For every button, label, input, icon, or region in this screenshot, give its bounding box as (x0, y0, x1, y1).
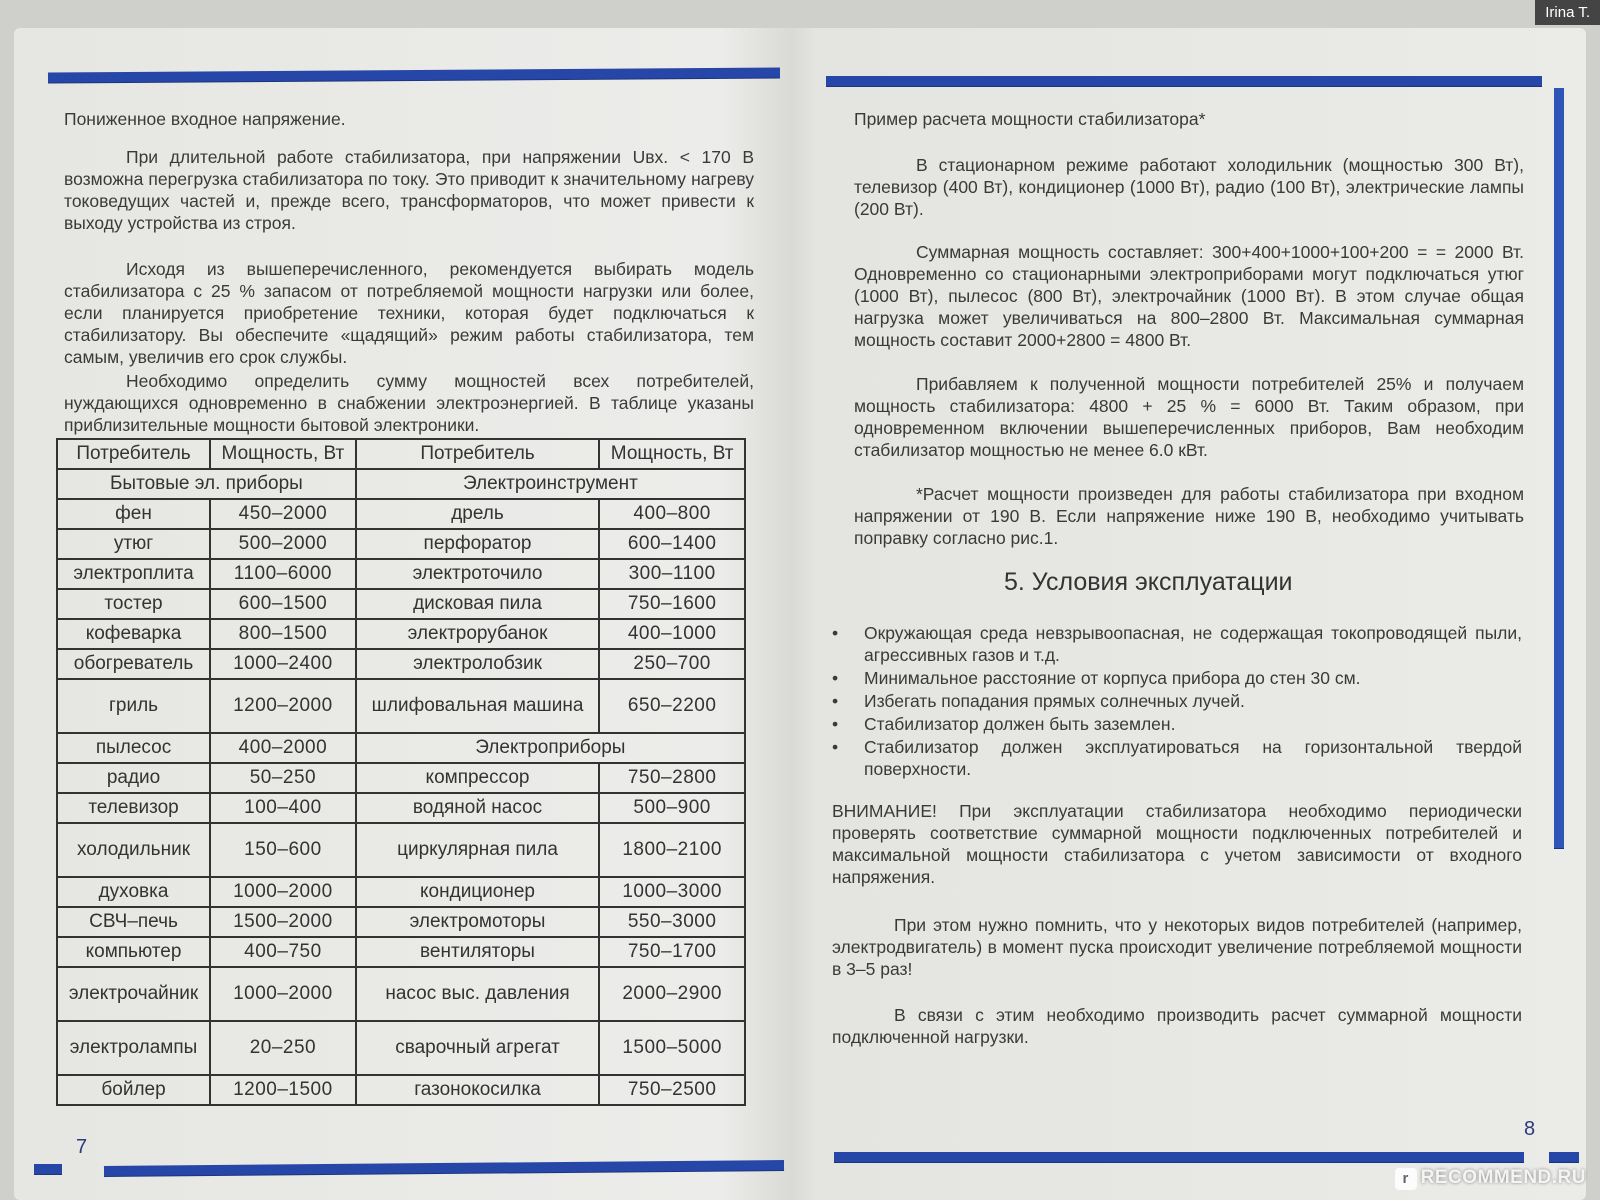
conditions-list (832, 622, 1522, 781)
power-cell: 450–2000 (210, 499, 356, 529)
table-row (57, 679, 745, 733)
table-row (57, 559, 745, 589)
consumer-cell: дисковая пила (356, 589, 600, 619)
consumer-cell: сварочный агрегат (356, 1021, 600, 1075)
table-row (57, 529, 745, 559)
header-cell: Потребитель (356, 439, 600, 469)
warning-paragraph: ВНИМАНИЕ! При эксплуатации стабилизатора необходимо периодически проверять соответствие суммарной мощности подключенных потребителей и максимальной мощности стабилизатора с учетом зависимости от входного напряжения. (832, 801, 1522, 887)
table-row (57, 763, 745, 793)
site-watermark (1395, 1167, 1586, 1190)
consumer-cell: телевизор (57, 793, 210, 823)
paragraph-startup: При этом нужно помнить, что у некоторых видов потребителей (например, электродвигатель) в момент пуска происходит увеличение потребляемой мощности в 3–5 раз! (832, 915, 1522, 979)
group-power-tools: Электроинструмент (356, 469, 745, 499)
consumer-cell: кофеварка (57, 619, 210, 649)
power-cell: 1100–6000 (210, 559, 356, 589)
power-cell: 150–600 (210, 823, 356, 877)
header-cell: Мощность, Вт (599, 439, 745, 469)
paragraph-calculation: В связи с этим необходимо производить расчет суммарной мощности подключенной нагрузки. (832, 1005, 1522, 1047)
group-devices: Электроприборы (356, 733, 745, 763)
power-cell: 1200–1500 (210, 1075, 356, 1105)
consumer-cell: фен (57, 499, 210, 529)
table-row (57, 733, 745, 763)
recommend-logo-icon: r (1395, 1168, 1417, 1190)
consumer-cell: обогреватель (57, 649, 210, 679)
power-cell: 600–1400 (599, 529, 745, 559)
power-cell: 1000–2400 (210, 649, 356, 679)
power-cell: 2000–2900 (599, 967, 745, 1021)
consumer-cell: бойлер (57, 1075, 210, 1105)
list-item: • Избегать попадания прямых солнечных лучей. (832, 690, 1522, 712)
power-cell: 1500–2000 (210, 907, 356, 937)
bottom-rule (104, 1160, 784, 1176)
consumer-cell: гриль (57, 679, 210, 733)
consumer-cell: электромоторы (356, 907, 600, 937)
table-row (57, 1021, 745, 1075)
top-rule (826, 76, 1542, 86)
section-title: 5. Условия эксплуатации (1004, 568, 1293, 596)
consumer-cell: насос выс. давления (356, 967, 600, 1021)
table-group-row (57, 469, 745, 499)
power-cell: 600–1500 (210, 589, 356, 619)
power-cell: 300–1100 (599, 559, 745, 589)
consumer-cell: утюг (57, 529, 210, 559)
power-cell: 1000–2000 (210, 877, 356, 907)
table-row (57, 823, 745, 877)
power-cell: 550–3000 (599, 907, 745, 937)
consumer-cell: тостер (57, 589, 210, 619)
list-item: • Стабилизатор должен эксплуатироваться на горизонтальной твердой поверхности. (832, 736, 1522, 780)
power-cell: 750–2500 (599, 1075, 745, 1105)
group-household: Бытовые эл. приборы (57, 469, 356, 499)
consumer-cell: шлифовальная машина (356, 679, 600, 733)
watermark-text: RECOMMEND.RU (1420, 1167, 1586, 1188)
power-cell: 750–2800 (599, 763, 745, 793)
power-cell: 500–900 (599, 793, 745, 823)
table-row (57, 1075, 745, 1105)
consumer-cell: электролобзик (356, 649, 600, 679)
power-cell: 750–1700 (599, 937, 745, 967)
table-row (57, 649, 745, 679)
power-cell: 1000–2000 (210, 967, 356, 1021)
power-cell: 650–2200 (599, 679, 745, 733)
power-cell: 500–2000 (210, 529, 356, 559)
consumer-cell: электроточило (356, 559, 600, 589)
header-cell: Мощность, Вт (210, 439, 356, 469)
author-label: Irina T. (1535, 0, 1600, 25)
paragraph-overload: При длительной работе стабилизатора, при напряжении Uвх. < 170 В возможна перегрузка стабилизатора по току. Это приводит к значительному нагреву токоведущих частей и, прежде всего, трансформаторов, что может привести к выходу устройства из строя. (64, 147, 754, 233)
power-cell: 400–800 (599, 499, 745, 529)
paragraph-margin: Прибавляем к полученной мощности потребителей 25% и получаем мощность стабилизатора: 4800 + 25 % = 6000 Вт. Таким образом, при одновременном включении вышеперечисленных приборов, Вам необходим стабилизатор мощностью не менее 6.0 кВт. (854, 374, 1524, 460)
top-rule (48, 67, 780, 82)
consumer-cell: холодильник (57, 823, 210, 877)
power-cell: 1000–3000 (599, 877, 745, 907)
bottom-rule-mark (34, 1164, 62, 1174)
consumer-cell: компрессор (356, 763, 600, 793)
page-number: 8 (1524, 1118, 1536, 1140)
list-item: • Окружающая среда невзрывоопасная, не содержащая токопроводящей пыли, агрессивных газов и т.д. (832, 622, 1522, 666)
paragraph-recommendation: Исходя из вышеперечисленного, рекомендуется выбирать модель стабилизатора с 25 % запасом от потребляемой мощности нагрузки или более, если планируется приобретение техники, которая будет подключаться к стабилизатору. Вы обеспечите «щадящий» режим работы стабилизатора, тем самым, увеличив его срок службы. (64, 259, 754, 367)
bottom-rule (834, 1152, 1524, 1162)
power-cell: 20–250 (210, 1021, 356, 1075)
consumer-cell: электрочайник (57, 967, 210, 1021)
paragraph-stationary: В стационарном режиме работают холодильник (мощностью 300 Вт), телевизор (400 Вт), кондиционер (1000 Вт), радио (100 Вт), электрические лампы (200 Вт). (854, 155, 1524, 219)
consumer-cell: перфоратор (356, 529, 600, 559)
bottom-rule-mark (1549, 1152, 1579, 1162)
consumer-cell: радио (57, 763, 210, 793)
power-table (56, 438, 746, 1106)
power-cell: 400–750 (210, 937, 356, 967)
power-cell: 100–400 (210, 793, 356, 823)
table-row (57, 619, 745, 649)
consumer-cell: пылесос (57, 733, 210, 763)
brochure-spread (14, 28, 1586, 1200)
power-cell: 50–250 (210, 763, 356, 793)
left-page (14, 28, 794, 1200)
table-row (57, 967, 745, 1021)
consumer-cell: СВЧ–печь (57, 907, 210, 937)
paragraph-total: Суммарная мощность составляет: 300+400+1000+100+200 = = 2000 Вт. Одновременно со стационарными электроприборами могут подключаться утюг (1000 Вт), пылесос (800 Вт), электрочайник (1000 Вт). В этом случае общая нагрузка может увеличиваться на 800–2800 Вт. Максимальная суммарная мощность составит 2000+2800 = 4800 Вт. (854, 242, 1524, 350)
power-cell: 250–700 (599, 649, 745, 679)
table-row (57, 877, 745, 907)
paragraph-power-sum: Необходимо определить сумму мощностей всех потребителей, нуждающихся одновременно в снабжении электроэнергией. В таблице указаны приблизительные мощности бытовой электроники. (64, 371, 754, 435)
table-row (57, 907, 745, 937)
side-rule (1554, 88, 1564, 848)
table-header-row (57, 439, 745, 469)
consumer-cell: электроплита (57, 559, 210, 589)
header-cell: Потребитель (57, 439, 210, 469)
table-row (57, 589, 745, 619)
consumer-cell: дрель (356, 499, 600, 529)
consumer-cell: водяной насос (356, 793, 600, 823)
example-title: Пример расчета мощности стабилизатора* (854, 109, 1206, 129)
power-cell: 1500–5000 (599, 1021, 745, 1075)
table-row (57, 937, 745, 967)
power-cell: 1200–2000 (210, 679, 356, 733)
power-cell: 800–1500 (210, 619, 356, 649)
consumer-cell: духовка (57, 877, 210, 907)
consumer-cell: вентиляторы (356, 937, 600, 967)
consumer-cell: газонокосилка (356, 1075, 600, 1105)
table-row (57, 499, 745, 529)
consumer-cell: компьютер (57, 937, 210, 967)
right-page (814, 28, 1586, 1200)
list-item: • Стабилизатор должен быть заземлен. (832, 713, 1522, 735)
page-number: 7 (76, 1136, 88, 1158)
footnote: *Расчет мощности произведен для работы стабилизатора при входном напряжении от 190 В. Если напряжение ниже 190 В, необходимо учитывать поправку согласно рис.1. (854, 484, 1524, 548)
power-cell: 400–2000 (210, 733, 356, 763)
consumer-cell: электролампы (57, 1021, 210, 1075)
consumer-cell: электрорубанок (356, 619, 600, 649)
consumer-cell: циркулярная пила (356, 823, 600, 877)
consumer-cell: кондиционер (356, 877, 600, 907)
heading-low-voltage: Пониженное входное напряжение. (64, 109, 346, 129)
list-item: • Минимальное расстояние от корпуса прибора до стен 30 см. (832, 667, 1522, 689)
power-cell: 1800–2100 (599, 823, 745, 877)
power-cell: 400–1000 (599, 619, 745, 649)
power-cell: 750–1600 (599, 589, 745, 619)
table-row (57, 793, 745, 823)
